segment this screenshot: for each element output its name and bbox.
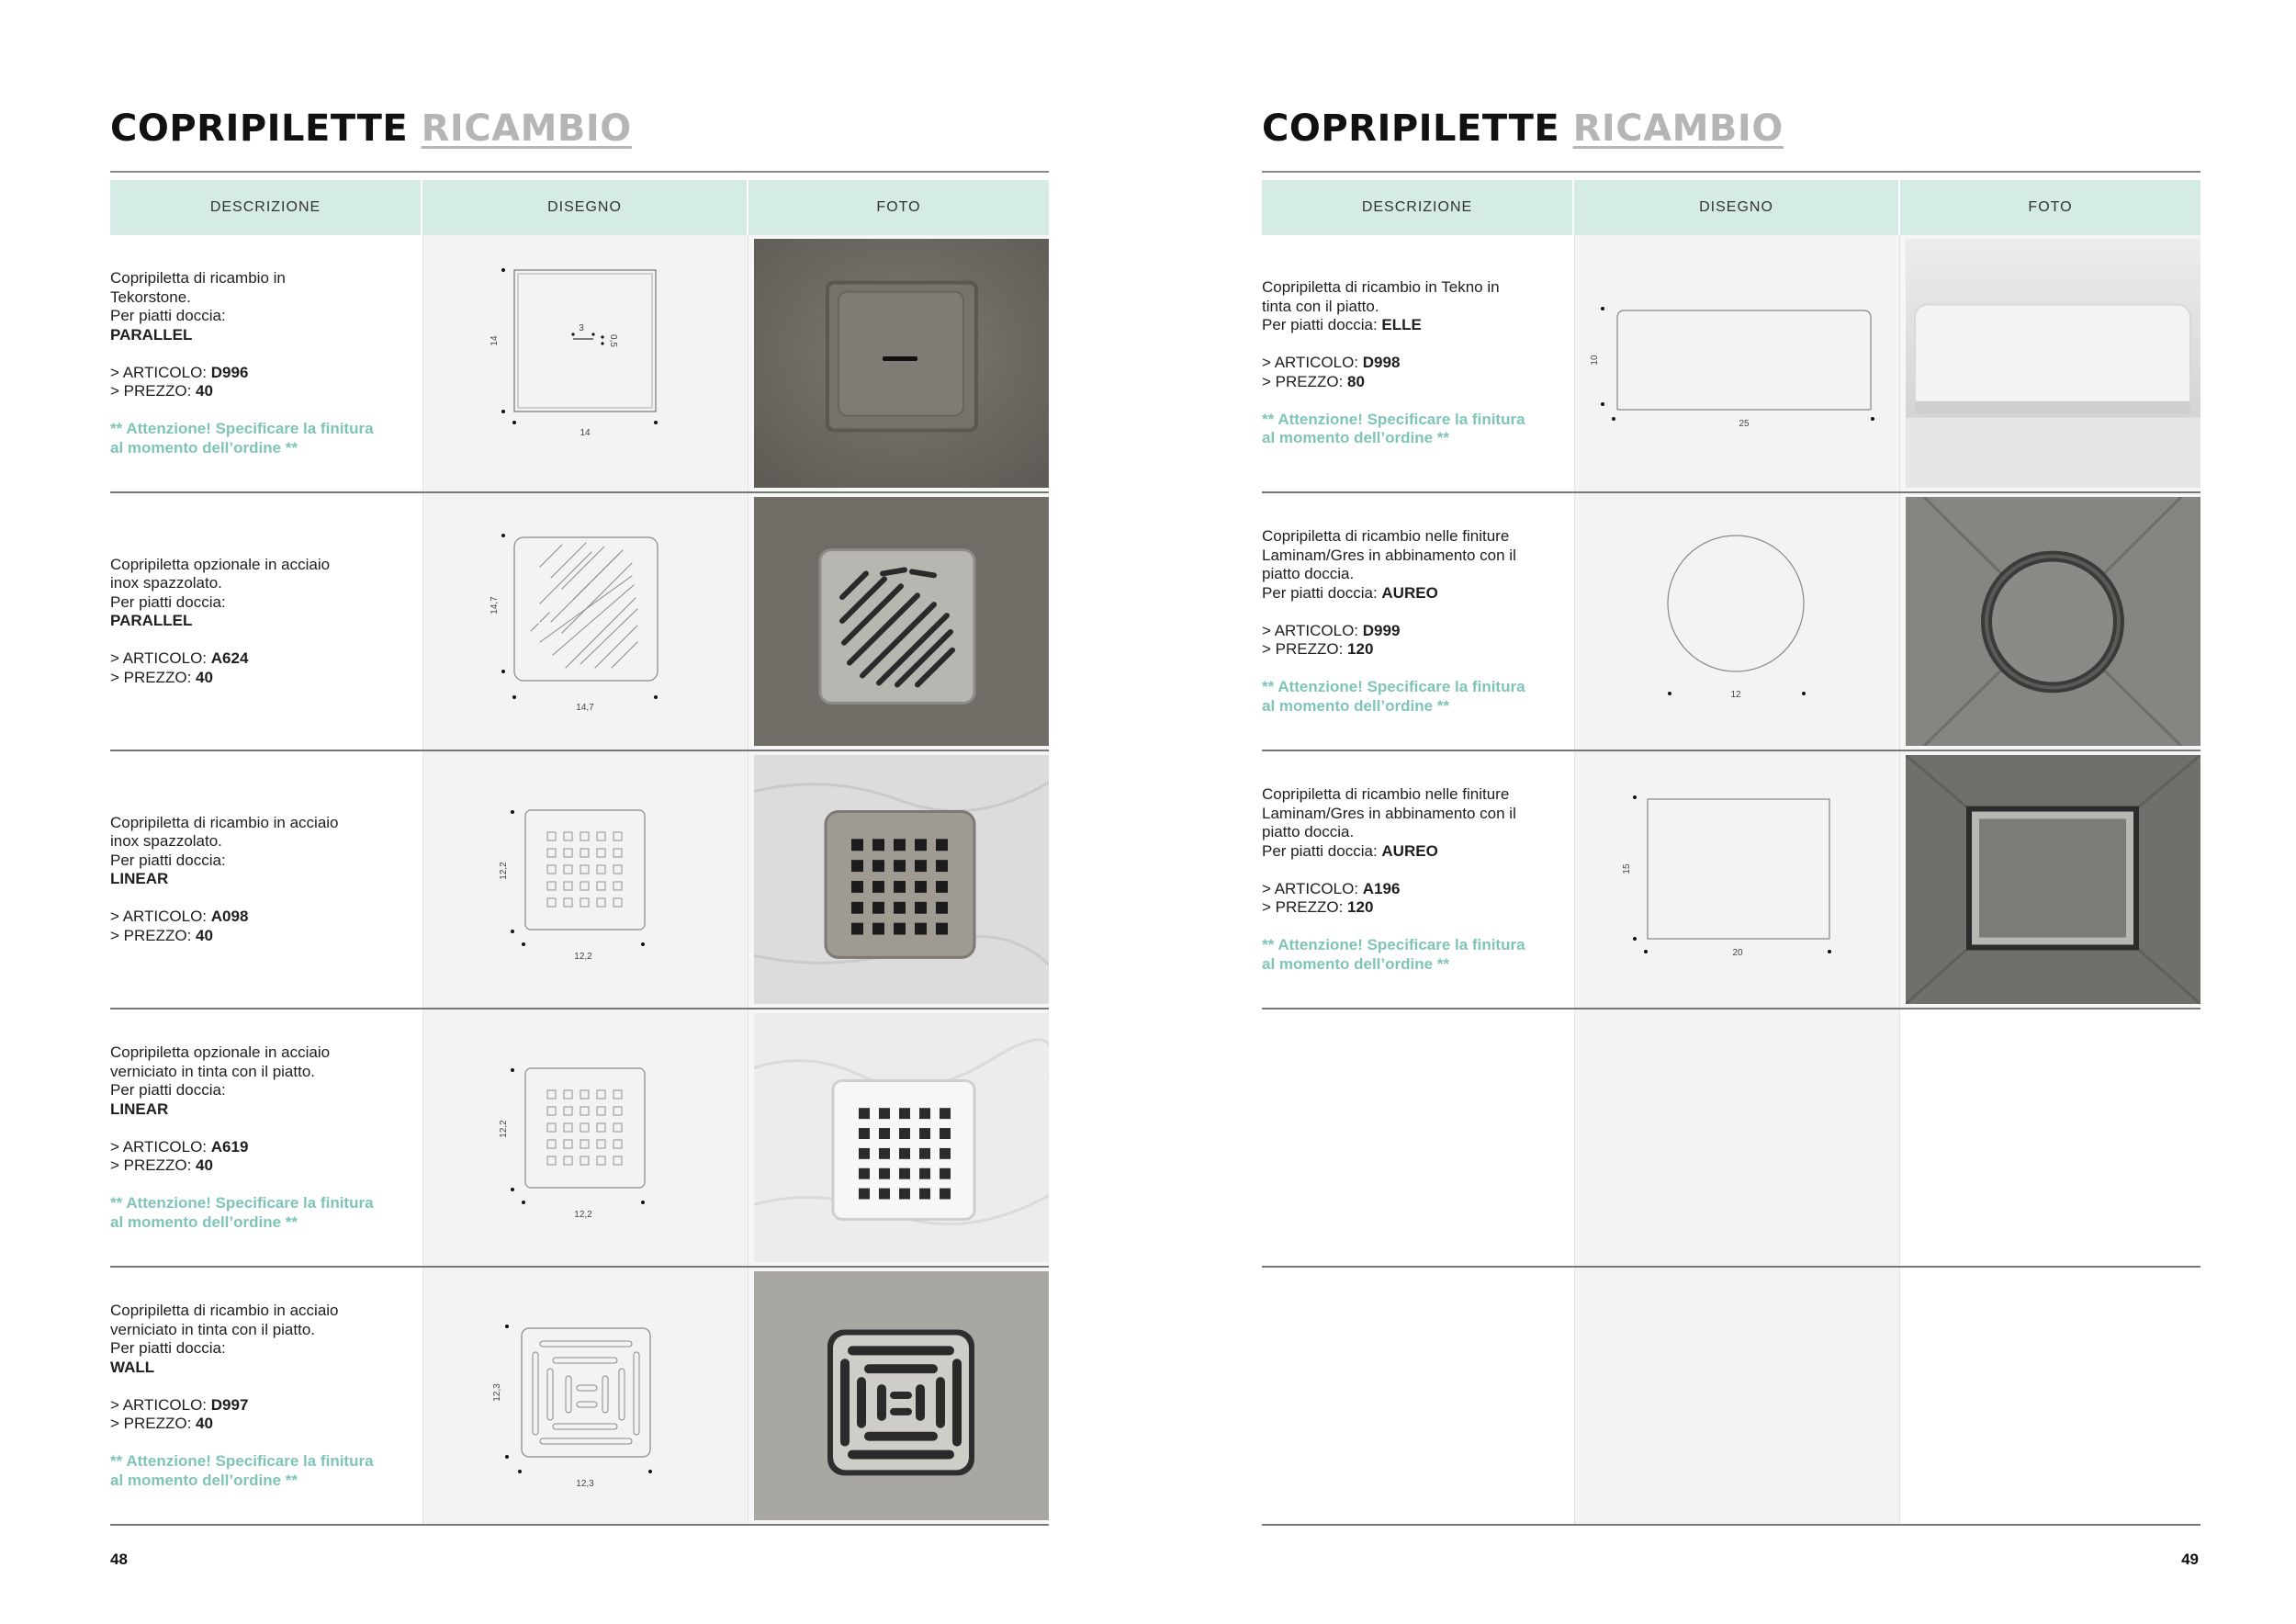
drawing-cell	[422, 1268, 748, 1524]
price: 40	[196, 668, 213, 686]
description-cell: Copripiletta di ricambio in Tekorstone. Per piatti doccia: PARALLEL > ARTICOLO: D996 > PREZZO: 40 ** Attenzione! Specificare la finitura al momento dell’ordine **	[110, 235, 422, 491]
right-page	[1148, 0, 2296, 1624]
photo-cell	[748, 1268, 1049, 1524]
product-photo-a098	[754, 755, 1049, 1004]
price: 120	[1347, 898, 1374, 916]
svg-text:14: 14	[579, 427, 591, 438]
article-code: A619	[210, 1137, 249, 1156]
header-foto: FOTO	[2028, 199, 2073, 215]
description-cell: Copripiletta opzionale in acciaio verniciato in tinta con il piatto. Per piatti doccia: LINEAR > ARTICOLO: A619 > PREZZO: 40 ** Attenzione! Specificare la finitura al momento dell’ordine **	[110, 1009, 422, 1266]
price: 80	[1347, 372, 1365, 390]
svg-text:12,3: 12,3	[575, 1478, 594, 1489]
header-disegno: DISEGNO	[422, 180, 748, 235]
empty-cell	[1900, 1268, 2200, 1524]
model-name: PARALLEL	[110, 325, 193, 344]
model-name: ELLE	[1381, 316, 1422, 334]
header-disegno: DISEGNO	[1574, 180, 1900, 235]
product-table	[110, 180, 1049, 1526]
price: 40	[196, 1156, 213, 1174]
description-cell: Copripiletta di ricambio nelle finiture Laminam/Gres in abbinamento con il piatto doccia. Per piatti doccia: AUREO > ARTICOLO: D999 > PREZZO: 120 ** Attenzione! Specificare la finitura al momento dell’ordine **	[1262, 493, 1574, 750]
model-name: LINEAR	[110, 1100, 169, 1118]
description-cell: Copripiletta di ricambio nelle finiture Laminam/Gres in abbinamento con il piatto doccia. Per piatti doccia: AUREO > ARTICOLO: A196 > PREZZO: 120 ** Attenzione! Specificare la finitura al momento dell’ordine **	[1262, 751, 1574, 1008]
description-cell: Copripiletta di ricambio in acciaio inox spazzolato. Per piatti doccia: LINEAR > ARTICOLO: A098 > PREZZO: 40	[110, 751, 422, 1008]
price: 40	[196, 1415, 213, 1432]
article-code: D999	[1362, 621, 1401, 639]
svg-text:10: 10	[1589, 354, 1600, 366]
model-name: AUREO	[1381, 583, 1438, 602]
cover-drawing-d996	[485, 263, 687, 465]
description-cell: Copripiletta opzionale in acciaio inox spazzolato. Per piatti doccia: PARALLEL > ARTICOLO: A624 > PREZZO: 40	[110, 493, 422, 750]
model-name: AUREO	[1381, 841, 1438, 860]
article-code: D997	[210, 1395, 249, 1414]
svg-text:14,7: 14,7	[575, 702, 594, 713]
model-name: PARALLEL	[110, 612, 193, 630]
drawing-cell	[422, 1009, 748, 1266]
cover-drawing-a196	[1618, 788, 1857, 972]
svg-text:3: 3	[578, 322, 584, 333]
finish-warning: ** Attenzione! Specificare la finitura	[1262, 678, 1525, 695]
empty-cell	[1900, 1009, 2200, 1266]
finish-warning: ** Attenzione! Specificare la finitura	[1262, 936, 1525, 953]
article-code: D998	[1362, 354, 1401, 372]
table-row-empty	[1262, 1268, 2200, 1526]
finish-warning: ** Attenzione! Specificare la finitura	[110, 1194, 374, 1212]
empty-cell	[1262, 1268, 1574, 1524]
table-header	[110, 180, 1049, 235]
table-row	[1262, 493, 2200, 751]
photo-cell	[1900, 493, 2200, 750]
page-number: 49	[2181, 1551, 2199, 1568]
right-page-content	[1262, 101, 2200, 1526]
article-code: A196	[1362, 879, 1401, 897]
price: 120	[1347, 640, 1374, 658]
cover-drawing-a098	[485, 779, 687, 981]
table-row	[110, 1009, 1049, 1268]
cover-drawing-a619	[485, 1037, 687, 1239]
title-rule	[110, 171, 1049, 173]
cover-drawing-a624	[485, 521, 687, 723]
model-name: WALL	[110, 1358, 155, 1376]
price: 40	[196, 382, 213, 400]
svg-text:20: 20	[1731, 947, 1743, 958]
photo-cell	[748, 751, 1049, 1008]
article-code: A624	[210, 649, 249, 668]
table-header	[1262, 180, 2200, 235]
product-photo-d996	[754, 239, 1049, 488]
finish-warning: ** Attenzione! Specificare la finitura	[110, 1452, 374, 1470]
header-descrizione: DESCRIZIONE	[110, 180, 422, 235]
table-row-empty	[1262, 1009, 2200, 1268]
svg-text:25: 25	[1738, 418, 1750, 429]
header-descrizione: DESCRIZIONE	[1262, 180, 1574, 235]
svg-text:14: 14	[489, 334, 500, 346]
photo-cell	[1900, 751, 2200, 1008]
svg-text:14,7: 14,7	[489, 595, 500, 615]
page-title: COPRIPILETTE RICAMBIO	[1262, 107, 1784, 150]
photo-cell	[748, 235, 1049, 491]
table-row	[1262, 751, 2200, 1009]
drawing-cell	[422, 751, 748, 1008]
photo-cell	[748, 493, 1049, 750]
product-table	[1262, 180, 2200, 1526]
table-row	[110, 751, 1049, 1009]
finish-warning: ** Attenzione! Specificare la finitura	[110, 420, 374, 437]
drawing-cell	[1574, 493, 1900, 750]
svg-text:12: 12	[1729, 689, 1741, 700]
svg-text:0,5: 0,5	[607, 333, 618, 347]
table-row	[110, 235, 1049, 493]
drawing-cell	[1574, 751, 1900, 1008]
title-rule	[1262, 171, 2200, 173]
empty-cell	[1574, 1268, 1900, 1524]
empty-cell	[1574, 1009, 1900, 1266]
article-code: A098	[210, 908, 249, 926]
svg-text:12,2: 12,2	[573, 1209, 592, 1220]
finish-warning: ** Attenzione! Specificare la finitura	[1262, 410, 1525, 428]
cover-drawing-d998	[1586, 290, 1889, 437]
photo-cell	[1900, 235, 2200, 491]
svg-text:12,2: 12,2	[498, 1119, 509, 1138]
photo-cell	[748, 1009, 1049, 1266]
product-photo-d999	[1906, 497, 2200, 746]
svg-text:12,3: 12,3	[491, 1382, 502, 1402]
product-photo-a624	[754, 497, 1049, 746]
description-cell: Copripiletta di ricambio in acciaio verniciato in tinta con il piatto. Per piatti doccia: WALL > ARTICOLO: D997 > PREZZO: 40 ** Attenzione! Specificare la finitura al momento dell’ordine **	[110, 1268, 422, 1524]
drawing-cell	[1574, 235, 1900, 491]
table-row	[110, 1268, 1049, 1526]
svg-text:15: 15	[1621, 863, 1632, 874]
svg-text:12,2: 12,2	[498, 861, 509, 880]
table-row	[110, 493, 1049, 751]
cover-drawing-d997	[485, 1295, 687, 1497]
product-photo-a196	[1906, 755, 2200, 1004]
page-title: COPRIPILETTE RICAMBIO	[110, 107, 632, 150]
product-photo-d997	[754, 1271, 1049, 1520]
drawing-cell	[422, 235, 748, 491]
empty-cell	[1262, 1009, 1574, 1266]
product-photo-a619	[754, 1013, 1049, 1262]
table-row	[1262, 235, 2200, 493]
model-name: LINEAR	[110, 870, 169, 888]
description-cell: Copripiletta di ricambio in Tekno in tinta con il piatto. Per piatti doccia: ELLE > ARTICOLO: D998 > PREZZO: 80 ** Attenzione! Specificare la finitura al momento dell’ordine **	[1262, 235, 1574, 491]
product-photo-d998	[1906, 239, 2200, 488]
left-page-content	[110, 101, 1049, 1526]
cover-drawing-d999	[1637, 530, 1839, 714]
svg-text:12,2: 12,2	[573, 951, 592, 962]
header-foto: FOTO	[876, 199, 921, 215]
price: 40	[196, 926, 213, 944]
drawing-cell	[422, 493, 748, 750]
page-number: 48	[110, 1551, 128, 1568]
article-code: D996	[210, 363, 249, 381]
